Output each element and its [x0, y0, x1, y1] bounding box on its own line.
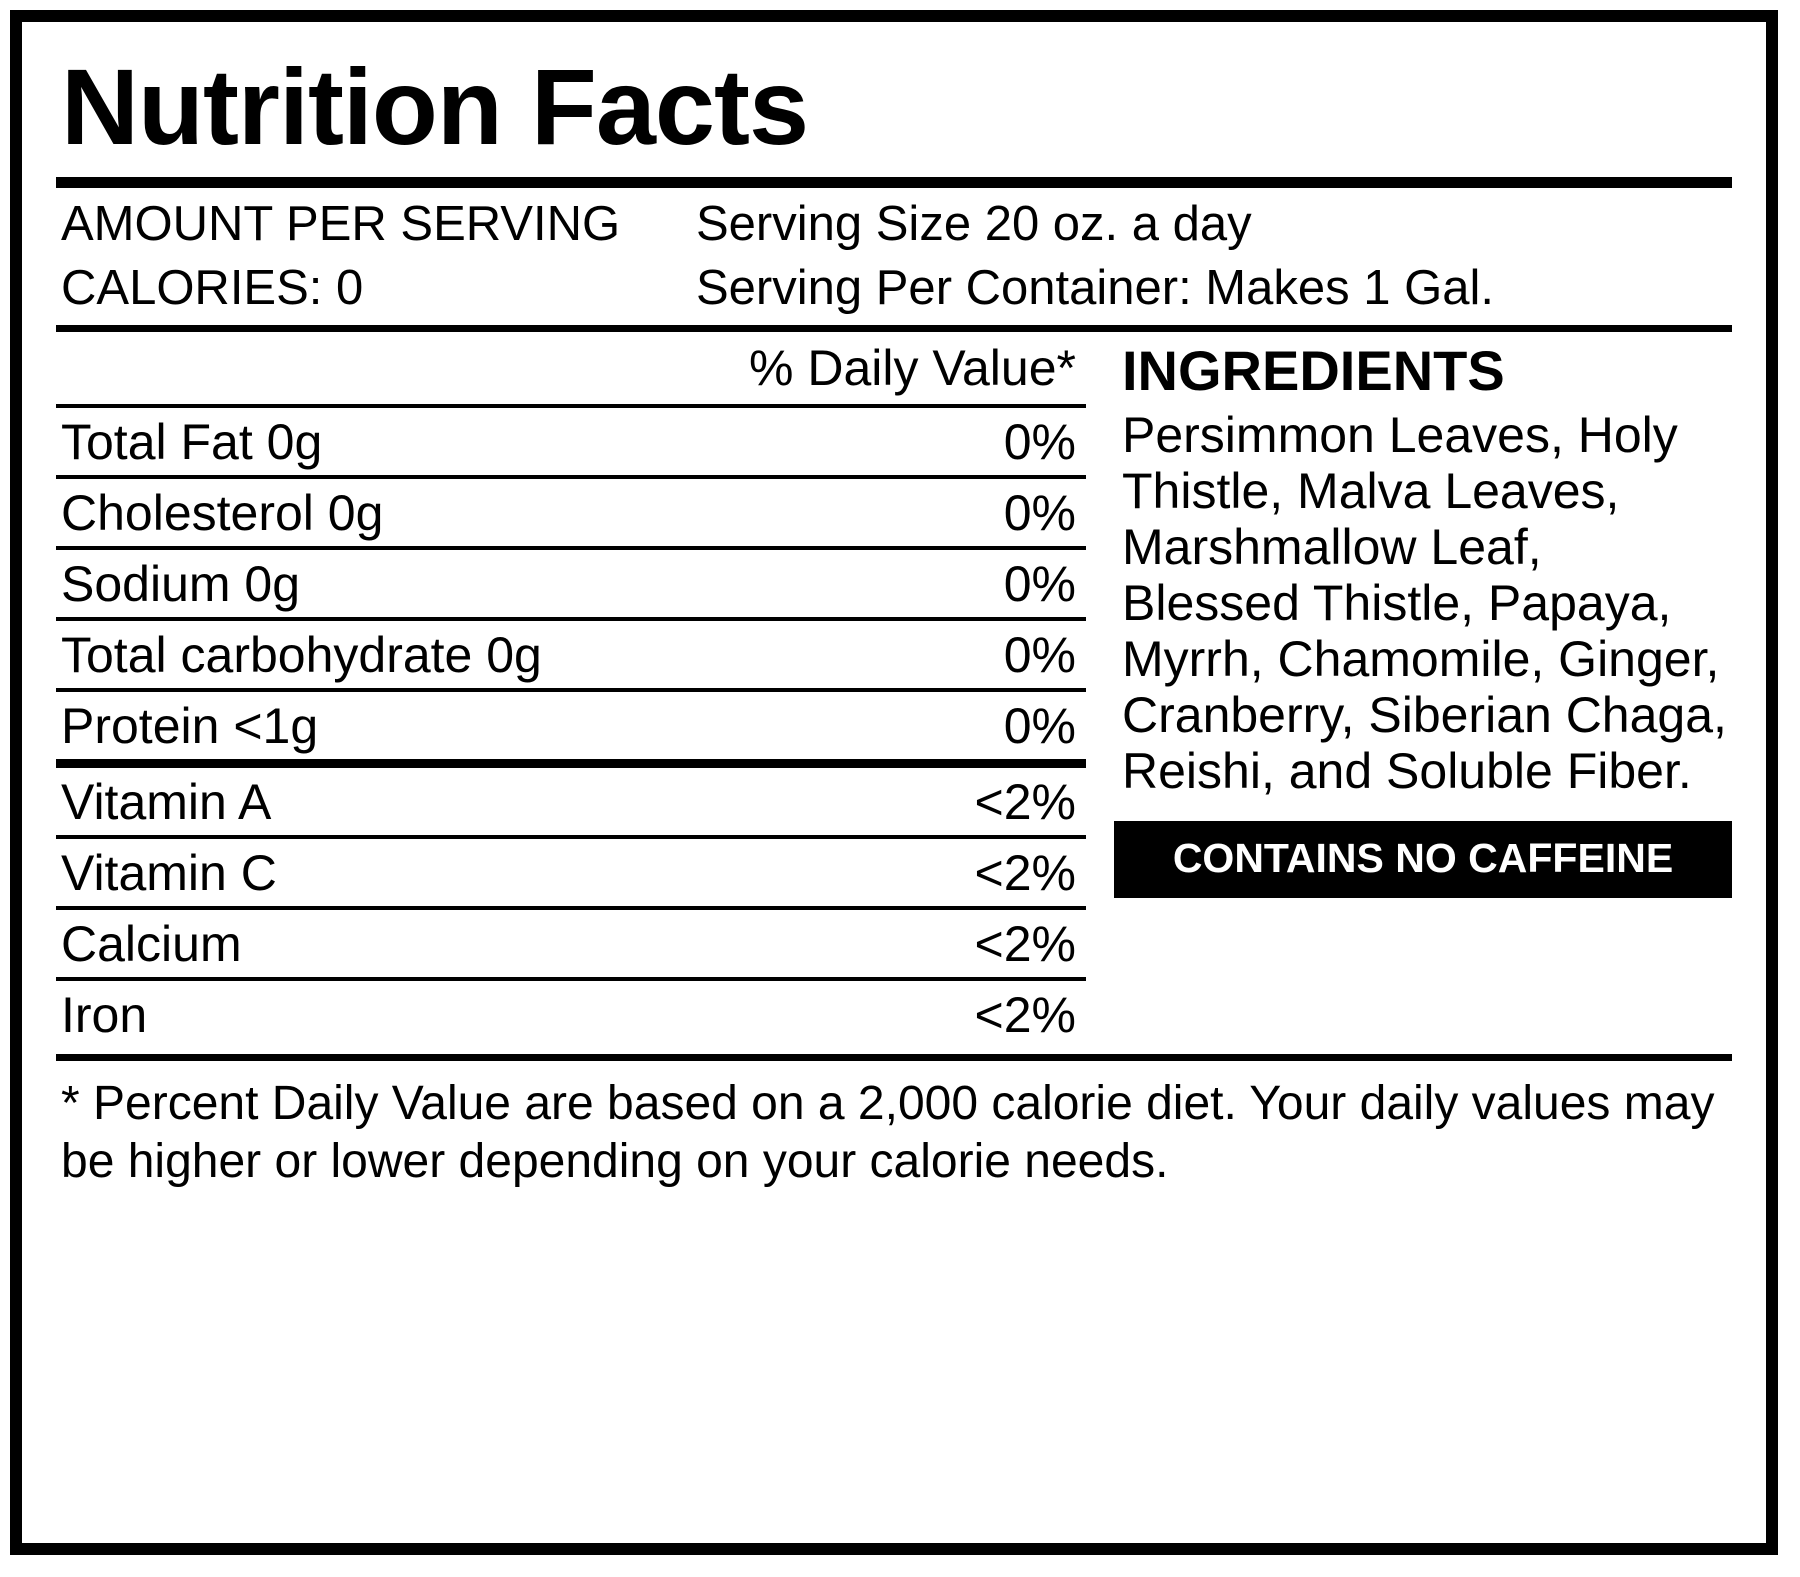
footnote-text: * Percent Daily Value are based on a 2,000 calorie diet. Your daily values may be higher or lower depending on your calorie needs.: [61, 1076, 1715, 1189]
ingredients-column: [1086, 332, 1732, 1048]
nutrient-column: [56, 332, 1086, 1048]
nutrient-dv: 0%: [1003, 484, 1076, 541]
nutrient-name: Total Fat 0g: [61, 413, 323, 470]
servings-per-container-value: Serving Per Container: Makes 1 Gal.: [696, 261, 1494, 316]
table-row: [56, 839, 1086, 906]
ingredients-heading: INGREDIENTS: [1122, 339, 1505, 403]
table-row: [56, 621, 1086, 688]
divider-under-title: [56, 177, 1732, 188]
serving-row-calories: [56, 256, 1732, 321]
nutrition-facts-label: [10, 10, 1778, 1555]
nutrient-dv: <2%: [974, 773, 1076, 830]
table-row: [56, 910, 1086, 977]
nutrient-dv: 0%: [1003, 697, 1076, 754]
divider-above-footnote: [56, 1054, 1732, 1061]
nutrient-dv: <2%: [974, 986, 1076, 1043]
ingredients-text: Persimmon Leaves, Holy Thistle, Malva Leaves, Marshmallow Leaf, Blessed Thistle, Papaya, Myrrh, Chamomile, Ginger, Cranberry, Siberian Chaga, Reishi, and Soluble Fiber.: [1122, 406, 1727, 799]
nutrient-name: Vitamin C: [61, 844, 277, 901]
nutrient-name: Total carbohydrate 0g: [61, 626, 542, 683]
main-columns: [56, 332, 1732, 1048]
nutrient-name: Vitamin A: [61, 773, 272, 830]
nutrient-name: Sodium 0g: [61, 555, 301, 612]
table-row: [56, 692, 1086, 759]
serving-info: [56, 188, 1732, 325]
nutrient-dv: 0%: [1003, 555, 1076, 612]
amount-per-serving-label: AMOUNT PER SERVING: [61, 196, 621, 251]
serving-row-amount: [56, 192, 1732, 257]
calories-label: CALORIES: 0: [61, 261, 364, 316]
daily-value-header: % Daily Value*: [748, 340, 1076, 397]
nutrient-name: Cholesterol 0g: [61, 484, 384, 541]
nutrient-name: Iron: [61, 986, 148, 1043]
nutrient-dv: 0%: [1003, 413, 1076, 470]
table-row: [56, 981, 1086, 1048]
page-title: Nutrition Facts: [61, 46, 809, 167]
table-row: [56, 408, 1086, 475]
table-row: [56, 768, 1086, 835]
nutrient-dv: 0%: [1003, 626, 1076, 683]
divider-under-serving: [56, 325, 1732, 332]
serving-size-value: Serving Size 20 oz. a day: [696, 196, 1252, 251]
nutrient-name: Protein <1g: [61, 697, 319, 754]
table-row: [56, 479, 1086, 546]
divider-vitamins-start: [56, 759, 1086, 768]
label-inner: [56, 34, 1732, 1531]
status-badge: CONTAINS NO CAFFEINE: [1114, 821, 1732, 898]
nutrient-name: Calcium: [61, 915, 242, 972]
table-row: [56, 550, 1086, 617]
nutrient-dv: <2%: [974, 844, 1076, 901]
nutrient-dv: <2%: [974, 915, 1076, 972]
